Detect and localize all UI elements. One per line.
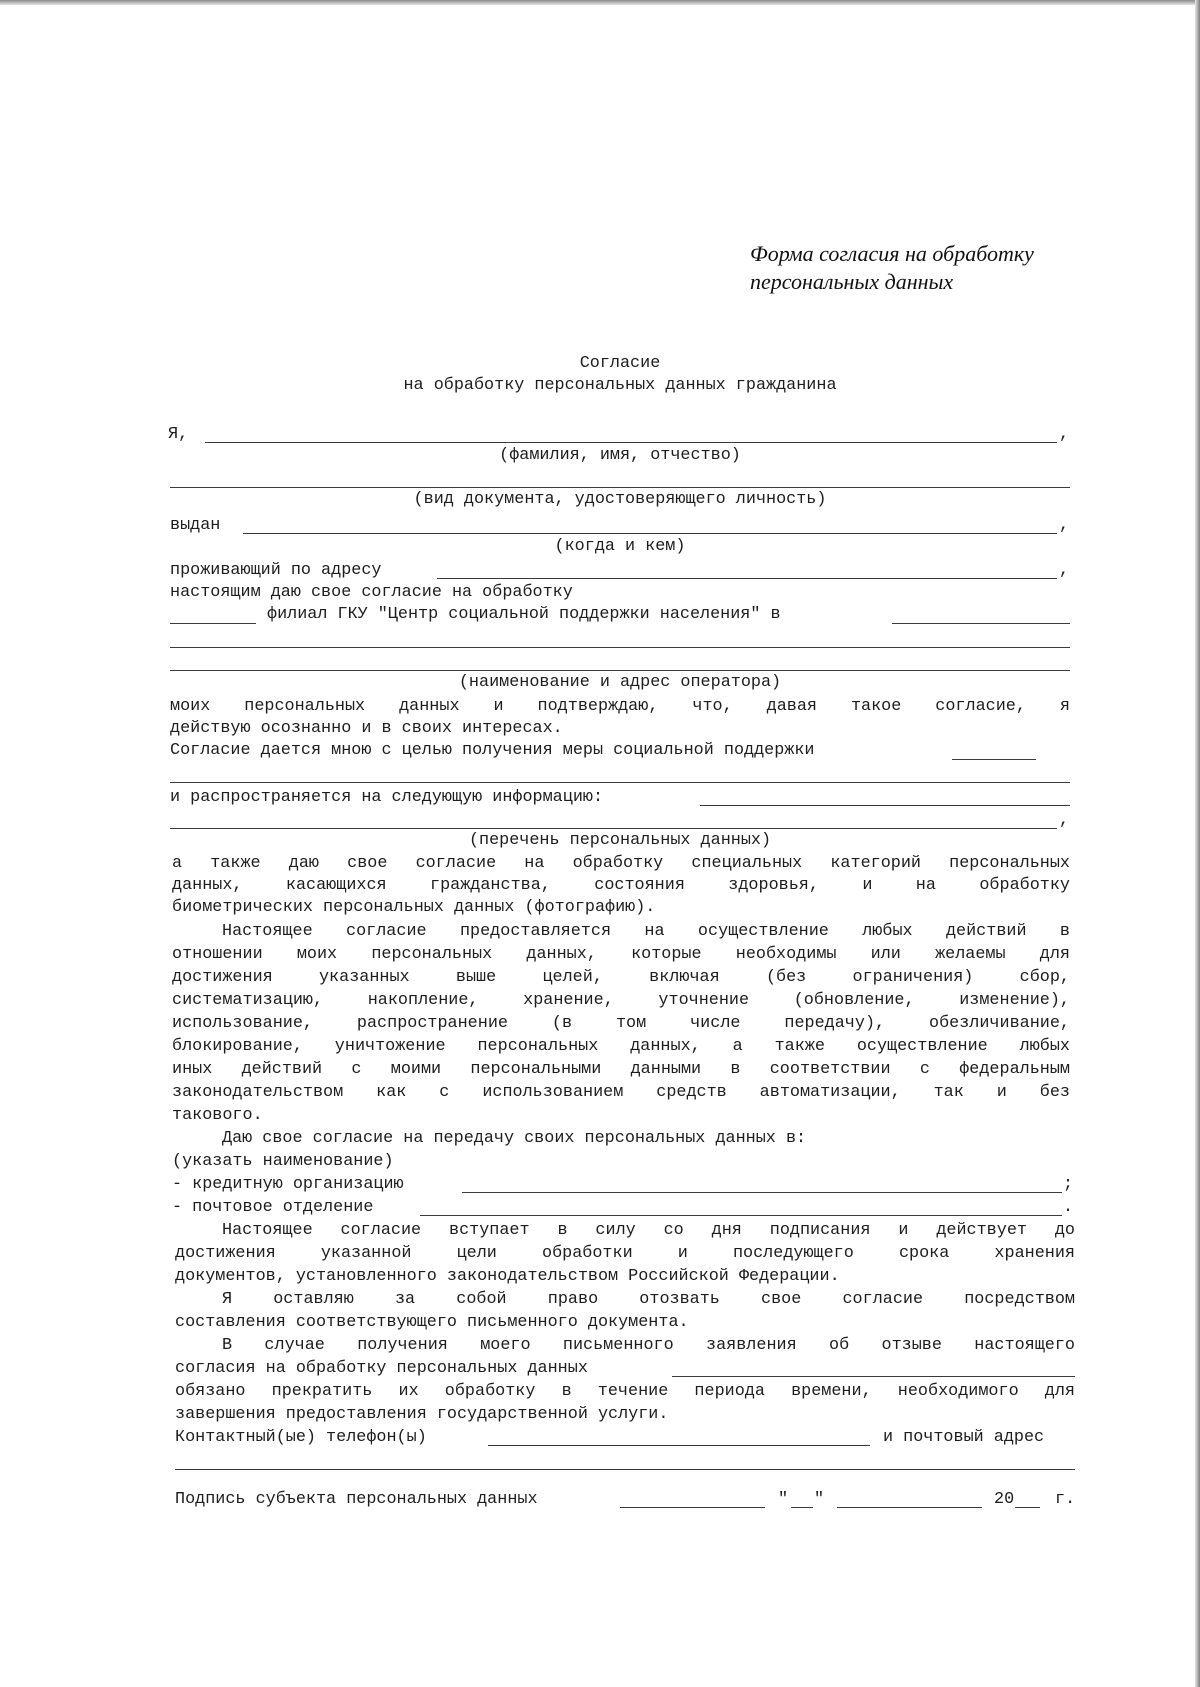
signature-day-field[interactable] <box>791 1507 813 1508</box>
fio-caption: (фамилия, имя, отчество) <box>499 446 741 465</box>
quote-open: " <box>778 1490 789 1509</box>
signature-year-field[interactable] <box>1015 1507 1040 1508</box>
personal-data-caption: (перечень персональных данных) <box>468 831 772 850</box>
contact-phone-field[interactable] <box>488 1445 870 1446</box>
issued-field[interactable] <box>243 533 1057 534</box>
signature-label: Подпись субъекта персональных данных <box>175 1490 538 1509</box>
branch-city-field[interactable] <box>892 623 1070 624</box>
paragraph-line: биометрических персональных данных (фотографию). <box>172 898 656 917</box>
paragraph-line: отношении моих персональных данных, которые необходимы или желаемы для <box>172 945 1070 964</box>
form-heading-line1: Форма согласия на обработку <box>750 241 1034 266</box>
consent-intro: настоящим даю свое согласие на обработку <box>170 583 573 602</box>
fio-field[interactable] <box>205 442 1057 443</box>
paragraph-line: данных, касающихся гражданства, состояния здоровья, и на обработку <box>172 876 1070 895</box>
quote-close: " <box>814 1490 825 1509</box>
operator-field-line-1[interactable] <box>170 647 1070 648</box>
issued-caption: (когда и кем) <box>554 537 686 556</box>
paragraph-line: Я оставляю за собой право отозвать свое согласие посредством <box>222 1290 1075 1309</box>
ya-label: Я, <box>168 425 189 444</box>
branch-name-field[interactable] <box>170 623 256 624</box>
identity-document-field[interactable] <box>170 487 1070 488</box>
semicolon-punct: ; <box>1063 1175 1074 1194</box>
paragraph-line: документов, установленного законодательством Российской Федерации. <box>175 1267 840 1286</box>
operator-field-line-2[interactable] <box>170 670 1070 671</box>
issued-label: выдан <box>170 516 221 535</box>
paragraph-line: действую осознанно и в своих интересах. <box>170 719 563 738</box>
transfer-consent-text: Даю свое согласие на передачу своих персональных данных в: <box>222 1129 807 1148</box>
comma-punct: , <box>1059 425 1070 444</box>
paragraph-line: обязано прекратить их обработку в течение периода времени, необходимого для <box>175 1382 1075 1401</box>
paragraph-line: достижения указанных выше целей, включая (без ограничения) сбор, <box>172 968 1070 987</box>
contact-phone-label: Контактный(ые) телефон(ы) <box>175 1428 427 1447</box>
purpose-field-line-2[interactable] <box>170 782 1070 783</box>
comma-punct: , <box>1059 516 1070 535</box>
post-office-label: - почтовое отделение <box>172 1198 374 1217</box>
info-scope-field-line-2[interactable] <box>170 828 1057 829</box>
info-scope-label: и распространяется на следующую информацию: <box>170 788 604 807</box>
paragraph-line: а также даю свое согласие на обработку специальных категорий персональных <box>172 854 1070 873</box>
operator-caption: (наименование и адрес оператора) <box>458 673 782 692</box>
post-office-field[interactable] <box>420 1215 1062 1216</box>
paragraph-line: моих персональных данных и подтверждаю, что, давая такое согласие, я <box>170 697 1070 716</box>
identity-document-caption: (вид документа, удостоверяющего личность) <box>413 490 827 509</box>
paragraph-line: использование, распространение (в том числе передачу), обезличивание, <box>172 1014 1070 1033</box>
address-label: проживающий по адресу <box>170 561 382 580</box>
paragraph-line: иных действий с моими персональными данными в соответствии с федеральным <box>172 1060 1070 1079</box>
comma-punct: , <box>1059 811 1070 830</box>
paragraph-line: составления соответствующего письменного документа. <box>175 1313 689 1332</box>
paragraph-line: завершения предоставления государственной услуги. <box>175 1405 669 1424</box>
credit-organization-label: - кредитную организацию <box>172 1175 404 1194</box>
paragraph-line: такового. <box>172 1106 263 1125</box>
postal-address-label: и почтовый адрес <box>883 1428 1045 1447</box>
paragraph-line: блокирование, уничтожение персональных данных, а также осуществление любых <box>172 1037 1070 1056</box>
comma-punct: , <box>1059 561 1070 580</box>
revocation-operator-field[interactable] <box>672 1376 1075 1377</box>
info-scope-field[interactable] <box>700 805 1070 806</box>
branch-text: филиал ГКУ "Центр социальной поддержки населения" в <box>267 605 781 624</box>
period-punct: . <box>1063 1198 1074 1217</box>
form-heading <box>750 240 1080 296</box>
credit-organization-field[interactable] <box>462 1192 1062 1193</box>
purpose-label: Согласие дается мною с целью получения меры социальной поддержки <box>170 741 815 760</box>
year-suffix: г. <box>1055 1490 1076 1509</box>
signature-field[interactable] <box>620 1507 765 1508</box>
address-field[interactable] <box>437 578 1057 579</box>
paragraph-line: законодательством как с использованием средств автоматизации, так и без <box>172 1083 1070 1102</box>
paragraph-line: Настоящее согласие предоставляется на осуществление любых действий в <box>222 922 1070 941</box>
form-heading-line2: персональных данных <box>750 269 954 294</box>
year-prefix: 20 <box>994 1490 1015 1509</box>
paragraph-line: достижения указанной цели обработки и последующего срока хранения <box>175 1244 1075 1263</box>
paragraph-line: систематизацию, накопление, хранение, уточнение (обновление, изменение), <box>172 991 1070 1010</box>
paragraph-line: В случае получения моего письменного заявления об отзыве настоящего <box>222 1336 1075 1355</box>
paragraph-line: Настоящее согласие вступает в силу со дня подписания и действует до <box>222 1221 1075 1240</box>
transfer-hint: (указать наименование) <box>172 1152 394 1171</box>
signature-month-field[interactable] <box>837 1507 982 1508</box>
postal-address-field[interactable] <box>175 1469 1075 1470</box>
document-title: Согласие <box>579 354 661 373</box>
paragraph-line: согласия на обработку персональных данных <box>175 1359 588 1378</box>
purpose-field[interactable] <box>952 759 1036 760</box>
document-subtitle: на обработку персональных данных гражданина <box>403 376 837 395</box>
